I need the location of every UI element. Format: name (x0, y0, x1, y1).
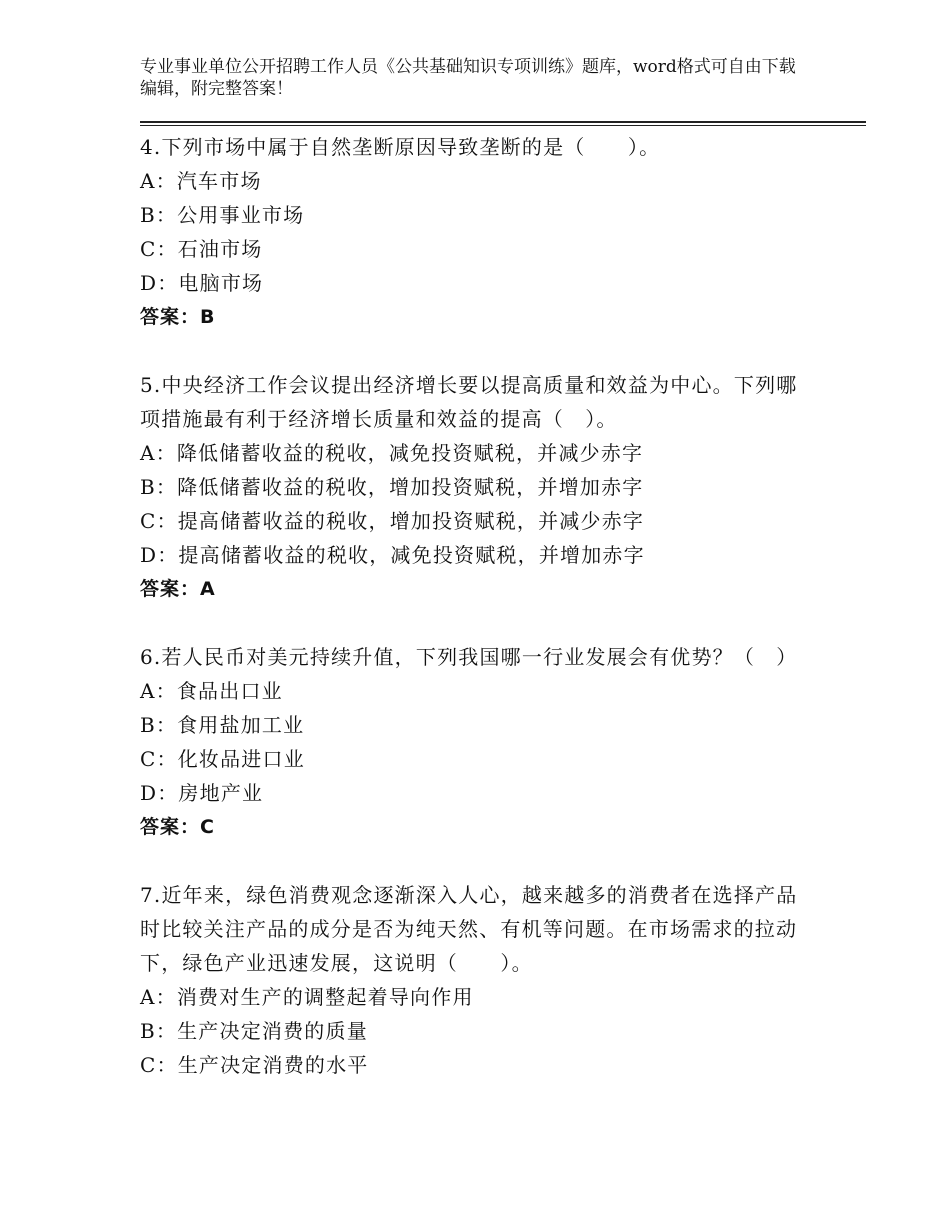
option-d: D：电脑市场 (140, 271, 264, 295)
answer-line: 答案：A (140, 578, 216, 600)
option-c: C：石油市场 (140, 237, 263, 261)
document-header: 专业事业单位公开招聘工作人员《公共基础知识专项训练》题库，word格式可自由下载编辑，附完整答案！ (140, 57, 796, 99)
option-d: D：房地产业 (140, 781, 264, 805)
option-b: B：食用盐加工业 (140, 713, 305, 737)
question-text: 6.若人民币对美元持续升值，下列我国哪一行业发展会有优势？（ ） (140, 645, 798, 669)
header-rule-thin (140, 125, 866, 126)
answer-line: 答案：C (140, 816, 215, 838)
option-d: D：提高储蓄收益的税收，减免投资赋税，并增加赤字 (140, 543, 645, 567)
option-a: A：消费对生产的调整起着导向作用 (140, 985, 474, 1009)
option-c: C：提高储蓄收益的税收，增加投资赋税，并减少赤字 (140, 509, 645, 533)
answer-line: 答案：B (140, 306, 216, 328)
question-text: 4.下列市场中属于自然垄断原因导致垄断的是（ ）。 (140, 135, 661, 159)
question-text: 7.近年来，绿色消费观念逐渐深入人心，越来越多的消费者在选择产品时比较关注产品的成分是否为纯天然、有机等问题。在市场需求的拉动下，绿色产业迅速发展，这说明（ ）。 (140, 883, 798, 975)
option-c: C：生产决定消费的水平 (140, 1053, 369, 1077)
option-b: B：降低储蓄收益的税收，增加投资赋税，并增加赤字 (140, 475, 644, 499)
question-list (140, 130, 810, 1116)
question-5 (140, 368, 810, 606)
option-c: C：化妆品进口业 (140, 747, 305, 771)
header-rule-thick (140, 121, 866, 123)
question-6 (140, 640, 810, 844)
option-b: B：生产决定消费的质量 (140, 1019, 368, 1043)
option-a: A：汽车市场 (140, 169, 262, 193)
question-7 (140, 878, 810, 1082)
option-a: A：食品出口业 (140, 679, 283, 703)
question-text: 5.中央经济工作会议提出经济增长要以提高质量和效益为中心。下列哪项措施最有利于经济增长质量和效益的提高（ ）。 (140, 373, 798, 431)
option-b: B：公用事业市场 (140, 203, 305, 227)
option-a: A：降低储蓄收益的税收，减免投资赋税，并减少赤字 (140, 441, 644, 465)
question-4 (140, 130, 810, 334)
